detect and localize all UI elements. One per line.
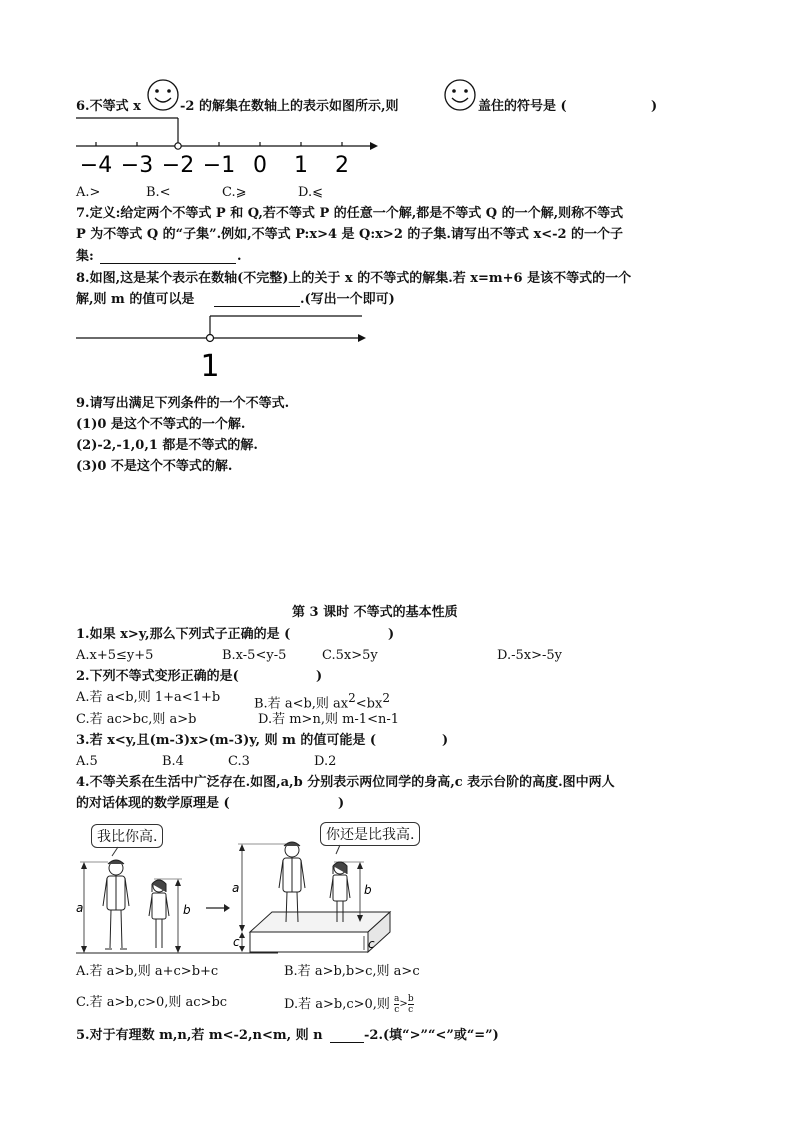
q6-stem-part3: 盖住的符号是 ( bbox=[478, 99, 567, 114]
tick-label: −4 bbox=[79, 153, 113, 178]
q7-line3: 集: bbox=[76, 249, 94, 264]
s4-close-paren: ) bbox=[338, 796, 345, 811]
s1-stem: 1.如果 x>y,那么下列式子正确的是 ( bbox=[76, 627, 291, 642]
q9-title: 9.请写出满足下列条件的一个不等式. bbox=[76, 396, 290, 411]
q9-item-3: (3)0 不是这个不等式的解. bbox=[76, 459, 233, 474]
smiley-face-icon bbox=[146, 78, 180, 112]
s5-answer-blank[interactable] bbox=[330, 1042, 364, 1043]
s3-option-a: A.5 bbox=[76, 754, 98, 769]
s4-option-a: A.若 a>b,则 a+c>b+c bbox=[76, 964, 219, 979]
open-circle-marker bbox=[207, 335, 214, 342]
tick-label: −3 bbox=[120, 153, 154, 178]
q6-option-a: A.> bbox=[76, 185, 101, 200]
s2-option-c: C.若 ac>bc,则 a>b bbox=[76, 712, 197, 727]
q7-line2: P 为不等式 Q 的“子集”.例如,不等式 P:x>4 是 Q:x>2 的子集.请写出不等式 x<-2 的一个子 bbox=[76, 227, 624, 242]
s4-line1: 4.不等关系在生活中广泛存在.如图,a,b 分别表示两位同学的身高,c 表示台阶的高度.图中两人 bbox=[76, 775, 615, 790]
s4-option-c: C.若 a>b,c>0,则 ac>bc bbox=[76, 995, 228, 1010]
q7-period: . bbox=[237, 249, 242, 264]
s3-option-c: C.3 bbox=[228, 754, 250, 769]
s3-close-paren: ) bbox=[442, 733, 449, 748]
bubble-tail bbox=[112, 847, 118, 856]
s5-tail: -2.(填“>”“<”或“=”) bbox=[364, 1028, 499, 1043]
q9-item-2: (2)-2,-1,0,1 都是不等式的解. bbox=[76, 438, 258, 453]
q6-stem-part2: -2 的解集在数轴上的表示如图所示,则 bbox=[180, 99, 399, 114]
s1-option-d: D.-5x>-5y bbox=[497, 648, 562, 663]
s4-option-b: B.若 a>b,b>c,则 a>c bbox=[284, 964, 420, 979]
q8-line1: 8.如图,这是某个表示在数轴(不完整)上的关于 x 的不等式的解集.若 x=m+6 是该不等式的一个 bbox=[76, 271, 632, 286]
s3-option-b: B.4 bbox=[162, 754, 184, 769]
s2-option-a: A.若 a<b,则 1+a<1+b bbox=[76, 690, 221, 705]
q6-close-paren: ) bbox=[651, 99, 658, 114]
s4-option-d: D.若 a>b,c>0,则 $\frac{a}{c}$ > $\frac{b}{c}$ bbox=[284, 994, 414, 1015]
label-a: a bbox=[76, 901, 84, 915]
label-a: a bbox=[232, 881, 240, 895]
s5-stem: 5.对于有理数 m,n,若 m<-2,n<m, 则 n bbox=[76, 1028, 323, 1043]
step-platform bbox=[250, 932, 368, 952]
q6-option-b: B.< bbox=[146, 185, 171, 200]
q7-answer-blank[interactable] bbox=[100, 263, 236, 264]
label-b: b bbox=[364, 883, 372, 897]
q6-stem-part1: 6.不等式 x bbox=[76, 99, 141, 114]
s2-option-b: B.若 a<b,则 $ax^2<bx^2$ bbox=[254, 691, 390, 712]
tick-label: 2 bbox=[335, 153, 349, 178]
q8-answer-blank[interactable] bbox=[214, 306, 300, 307]
s3-stem: 3.若 x<y,且(m-3)x>(m-3)y, 则 m 的值可能是 ( bbox=[76, 733, 377, 748]
tick-label: 0 bbox=[253, 153, 267, 178]
q8-line2-tail: .(写出一个即可) bbox=[300, 292, 395, 307]
tick-label: −1 bbox=[202, 153, 236, 178]
tick-label: −2 bbox=[161, 153, 195, 178]
short-student-figure bbox=[149, 880, 169, 948]
section-title: 第 3 课时 不等式的基本性质 bbox=[292, 605, 458, 620]
right-arrow-icon bbox=[224, 904, 230, 912]
s1-close-paren: ) bbox=[388, 627, 395, 642]
s2-stem: 2.下列不等式变形正确的是( bbox=[76, 669, 239, 684]
s2-option-d: D.若 m>n,则 m-1<n-1 bbox=[258, 712, 400, 727]
s3-option-d: D.2 bbox=[314, 754, 337, 769]
bubble-tail bbox=[336, 845, 340, 854]
q6-option-c: C.⩾ bbox=[222, 185, 247, 200]
label-b: b bbox=[183, 903, 191, 917]
q7-line1: 7.定义:给定两个不等式 P 和 Q,若不等式 P 的任意一个解,都是不等式 Q 的一个解,则称不等式 bbox=[76, 206, 624, 221]
smiley-face-icon bbox=[443, 78, 477, 112]
tall-student-figure bbox=[279, 842, 305, 922]
tick-label: 1 bbox=[294, 153, 308, 178]
s2-close-paren: ) bbox=[316, 669, 323, 684]
q8-number-line bbox=[70, 310, 380, 386]
s1-option-b: B.x-5<y-5 bbox=[222, 648, 287, 663]
tick-label: 1 bbox=[200, 349, 220, 384]
label-c: c bbox=[233, 935, 240, 949]
s1-option-c: C.5x>5y bbox=[322, 648, 378, 663]
s1-option-a: A.x+5≤y+5 bbox=[76, 648, 154, 663]
q9-item-1: (1)0 是这个不等式的一个解. bbox=[76, 417, 246, 432]
speech-bubble-right: 你还是比我高. bbox=[320, 822, 420, 846]
label-c: c bbox=[368, 937, 375, 951]
open-circle-marker bbox=[175, 143, 181, 149]
speech-bubble-left: 我比你高. bbox=[91, 824, 163, 848]
q6-number-line bbox=[70, 112, 380, 182]
q8-line2: 解,则 m 的值可以是 bbox=[76, 292, 195, 307]
s4-line2: 的对话体现的数学原理是 ( bbox=[76, 796, 230, 811]
tall-student-figure bbox=[103, 860, 129, 949]
s4-illustration bbox=[72, 836, 452, 958]
q6-option-d: D.⩽ bbox=[298, 185, 323, 200]
